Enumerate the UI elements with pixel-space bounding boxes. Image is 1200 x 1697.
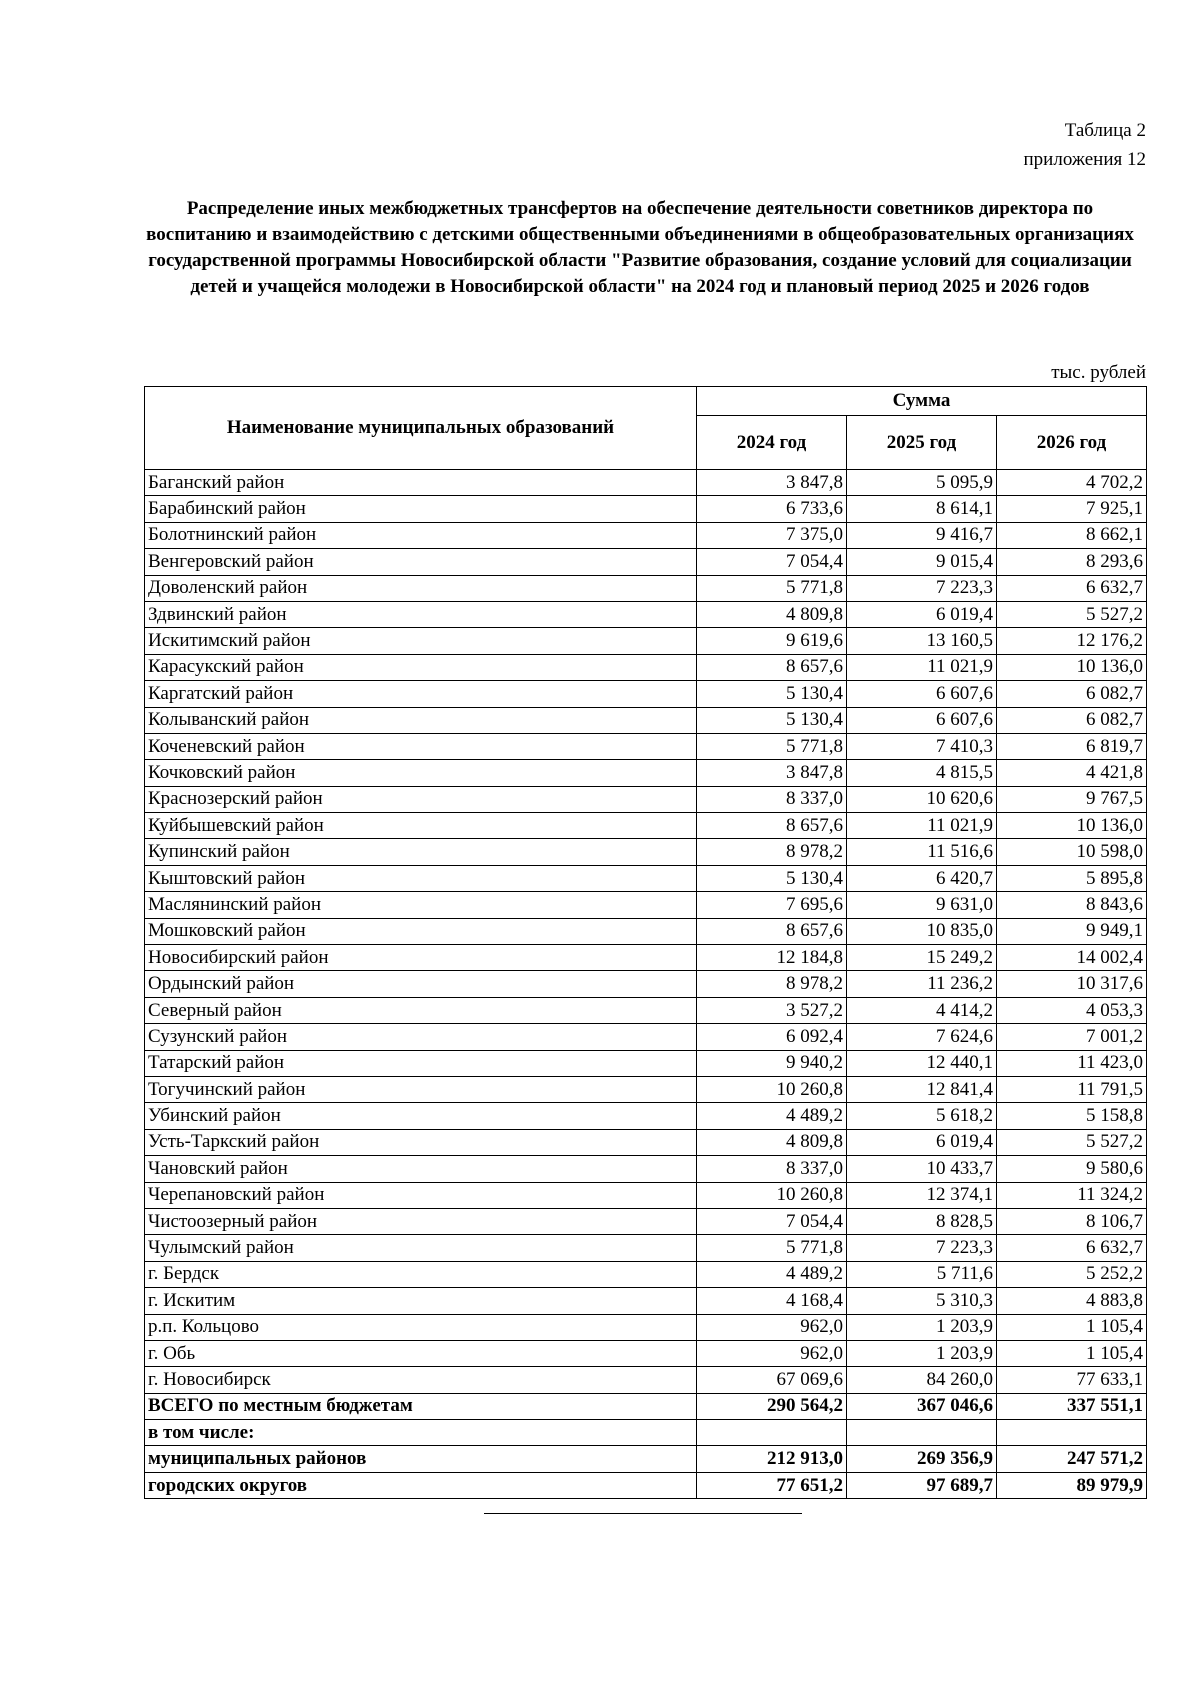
- municipality-name: Куйбышевский район: [145, 813, 697, 839]
- amount-2025: 10 620,6: [847, 786, 997, 812]
- amount-2025: 6 607,6: [847, 707, 997, 733]
- amount-2024: 7 695,6: [697, 892, 847, 918]
- table-row: [145, 918, 1147, 944]
- amount-2026: 4 702,2: [997, 470, 1147, 496]
- amount-2025: 9 631,0: [847, 892, 997, 918]
- amount-2026: 5 252,2: [997, 1261, 1147, 1287]
- table-row: [145, 707, 1147, 733]
- amount-2026: 10 136,0: [997, 813, 1147, 839]
- table-row: [145, 1103, 1147, 1129]
- municipality-name: Баганский район: [145, 470, 697, 496]
- amount-2024: 6 092,4: [697, 1024, 847, 1050]
- municipality-name: Тогучинский район: [145, 1076, 697, 1102]
- municipality-name: Северный район: [145, 997, 697, 1023]
- amount-2024: 12 184,8: [697, 945, 847, 971]
- table-row: [145, 760, 1147, 786]
- header-municipality-name: Наименование муниципальных образований: [145, 387, 697, 470]
- amount-2025: 4 815,5: [847, 760, 997, 786]
- amount-2026: 1 105,4: [997, 1314, 1147, 1340]
- table-row: [145, 865, 1147, 891]
- table-row: [145, 1446, 1147, 1472]
- table-row: [145, 575, 1147, 601]
- table-row: [145, 997, 1147, 1023]
- amount-2025: 11 236,2: [847, 971, 997, 997]
- amount-2025: 97 689,7: [847, 1472, 997, 1498]
- amount-2025: [847, 1420, 997, 1446]
- amount-2025: 5 711,6: [847, 1261, 997, 1287]
- municipality-name: Доволенский район: [145, 575, 697, 601]
- amount-2026: 5 527,2: [997, 601, 1147, 627]
- amount-2026: 4 883,8: [997, 1288, 1147, 1314]
- amount-2024: 962,0: [697, 1340, 847, 1366]
- amount-2025: 10 433,7: [847, 1156, 997, 1182]
- municipality-name: в том числе:: [145, 1420, 697, 1446]
- table-row: [145, 1024, 1147, 1050]
- amount-2024: 3 847,8: [697, 760, 847, 786]
- municipality-name: Искитимский район: [145, 628, 697, 654]
- amount-2026: 7 925,1: [997, 496, 1147, 522]
- amount-2025: 12 841,4: [847, 1076, 997, 1102]
- amount-2024: 8 978,2: [697, 971, 847, 997]
- table-row: [145, 681, 1147, 707]
- table-row: [145, 1050, 1147, 1076]
- amount-2024: 4 489,2: [697, 1261, 847, 1287]
- municipality-name: г. Обь: [145, 1340, 697, 1366]
- municipality-name: Кочковский район: [145, 760, 697, 786]
- amount-2024: 8 657,6: [697, 813, 847, 839]
- amount-2026: 11 791,5: [997, 1076, 1147, 1102]
- municipality-name: Черепановский район: [145, 1182, 697, 1208]
- amount-2026: 6 632,7: [997, 575, 1147, 601]
- municipality-name: Коченевский район: [145, 733, 697, 759]
- amount-2024: 962,0: [697, 1314, 847, 1340]
- amount-2024: 5 771,8: [697, 575, 847, 601]
- amount-2025: 11 516,6: [847, 839, 997, 865]
- amount-2025: 9 416,7: [847, 522, 997, 548]
- table-row: [145, 496, 1147, 522]
- table-row: [145, 628, 1147, 654]
- amount-2025: 7 223,3: [847, 1235, 997, 1261]
- amount-2024: 4 809,8: [697, 601, 847, 627]
- amount-2024: 8 657,6: [697, 654, 847, 680]
- municipality-name: Венгеровский район: [145, 549, 697, 575]
- table-row: [145, 813, 1147, 839]
- amount-2024: 8 657,6: [697, 918, 847, 944]
- table-row: [145, 1129, 1147, 1155]
- municipality-name: Краснозерский район: [145, 786, 697, 812]
- amount-2024: 8 337,0: [697, 786, 847, 812]
- municipality-name: ВСЕГО по местным бюджетам: [145, 1393, 697, 1419]
- header-year-2025: 2025 год: [847, 416, 997, 470]
- table-row: [145, 733, 1147, 759]
- amount-2024: [697, 1420, 847, 1446]
- amount-2026: 247 571,2: [997, 1446, 1147, 1472]
- table-row: [145, 1393, 1147, 1419]
- amount-2024: 67 069,6: [697, 1367, 847, 1393]
- amount-2024: 10 260,8: [697, 1182, 847, 1208]
- amount-2025: 12 440,1: [847, 1050, 997, 1076]
- table-row: [145, 1182, 1147, 1208]
- amount-2024: 5 130,4: [697, 707, 847, 733]
- amount-2026: 6 819,7: [997, 733, 1147, 759]
- municipality-name: Болотнинский район: [145, 522, 697, 548]
- table-row: [145, 1340, 1147, 1366]
- amount-2025: 8 614,1: [847, 496, 997, 522]
- amount-2026: 10 598,0: [997, 839, 1147, 865]
- amount-2025: 6 019,4: [847, 1129, 997, 1155]
- table-row: [145, 601, 1147, 627]
- amount-2026: 6 082,7: [997, 681, 1147, 707]
- amount-2026: 7 001,2: [997, 1024, 1147, 1050]
- amount-2025: 84 260,0: [847, 1367, 997, 1393]
- amount-2026: 9 580,6: [997, 1156, 1147, 1182]
- municipality-name: Мошковский район: [145, 918, 697, 944]
- table-row: [145, 549, 1147, 575]
- amount-2026: 337 551,1: [997, 1393, 1147, 1419]
- municipality-name: Убинский район: [145, 1103, 697, 1129]
- table-reference: [1024, 116, 1146, 174]
- amount-2026: 11 324,2: [997, 1182, 1147, 1208]
- amount-2026: [997, 1420, 1147, 1446]
- municipality-name: Здвинский район: [145, 601, 697, 627]
- table-row: [145, 892, 1147, 918]
- table-row: [145, 1472, 1147, 1498]
- transfers-table: [144, 386, 1147, 1499]
- municipality-name: Чулымский район: [145, 1235, 697, 1261]
- appendix-number: приложения 12: [1023, 149, 1146, 170]
- amount-2025: 5 618,2: [847, 1103, 997, 1129]
- municipality-name: Колыванский район: [145, 707, 697, 733]
- amount-2025: 15 249,2: [847, 945, 997, 971]
- amount-2025: 6 019,4: [847, 601, 997, 627]
- amount-2025: 12 374,1: [847, 1182, 997, 1208]
- amount-2025: 11 021,9: [847, 813, 997, 839]
- amount-2024: 290 564,2: [697, 1393, 847, 1419]
- amount-2025: 11 021,9: [847, 654, 997, 680]
- amount-2025: 269 356,9: [847, 1446, 997, 1472]
- municipality-name: Каргатский район: [145, 681, 697, 707]
- municipality-name: Маслянинский район: [145, 892, 697, 918]
- amount-2024: 10 260,8: [697, 1076, 847, 1102]
- amount-2026: 10 317,6: [997, 971, 1147, 997]
- amount-2026: 8 843,6: [997, 892, 1147, 918]
- amount-2024: 9 940,2: [697, 1050, 847, 1076]
- table-row: [145, 1156, 1147, 1182]
- header-year-2026: 2026 год: [997, 416, 1147, 470]
- municipality-name: Новосибирский район: [145, 945, 697, 971]
- municipality-name: Карасукский район: [145, 654, 697, 680]
- table-row: [145, 1314, 1147, 1340]
- amount-2025: 6 607,6: [847, 681, 997, 707]
- table-row: [145, 1367, 1147, 1393]
- table-number: Таблица 2: [1064, 120, 1146, 141]
- table-row: [145, 1235, 1147, 1261]
- amount-2025: 4 414,2: [847, 997, 997, 1023]
- amount-2025: 5 095,9: [847, 470, 997, 496]
- document-title: Распределение иных межбюджетных трансфертов на обеспечение деятельности советников директора по воспитанию и взаимодействию с детскими общественными объединениями в общеобразовательных организациях государственной программы Новосибирской области "Развитие образования, создание условий для социализации детей и учащейся молодежи в Новосибирской области" на 2024 год и плановый период 2025 и 2026 годов: [146, 198, 1134, 297]
- table-row: [145, 1208, 1147, 1234]
- municipality-name: муниципальных районов: [145, 1446, 697, 1472]
- amount-2024: 3 527,2: [697, 997, 847, 1023]
- table-row: [145, 839, 1147, 865]
- header-sum: Сумма: [697, 387, 1147, 416]
- units-label: тыс. рублей: [1051, 362, 1146, 383]
- amount-2024: 5 130,4: [697, 865, 847, 891]
- amount-2024: 8 337,0: [697, 1156, 847, 1182]
- amount-2024: 5 771,8: [697, 733, 847, 759]
- municipality-name: Татарский район: [145, 1050, 697, 1076]
- table-row: [145, 1076, 1147, 1102]
- amount-2026: 14 002,4: [997, 945, 1147, 971]
- amount-2026: 9 949,1: [997, 918, 1147, 944]
- amount-2025: 13 160,5: [847, 628, 997, 654]
- amount-2024: 5 130,4: [697, 681, 847, 707]
- municipality-name: Купинский район: [145, 839, 697, 865]
- table-row: [145, 470, 1147, 496]
- municipality-name: г. Бердск: [145, 1261, 697, 1287]
- amount-2025: 7 624,6: [847, 1024, 997, 1050]
- amount-2026: 6 082,7: [997, 707, 1147, 733]
- municipality-name: р.п. Кольцово: [145, 1314, 697, 1340]
- amount-2026: 89 979,9: [997, 1472, 1147, 1498]
- amount-2024: 4 809,8: [697, 1129, 847, 1155]
- amount-2026: 8 293,6: [997, 549, 1147, 575]
- table-row: [145, 522, 1147, 548]
- amount-2024: 5 771,8: [697, 1235, 847, 1261]
- amount-2025: 8 828,5: [847, 1208, 997, 1234]
- amount-2025: 367 046,6: [847, 1393, 997, 1419]
- municipality-name: г. Искитим: [145, 1288, 697, 1314]
- municipality-name: городских округов: [145, 1472, 697, 1498]
- amount-2024: 7 054,4: [697, 1208, 847, 1234]
- table-row: [145, 1288, 1147, 1314]
- table-row: [145, 786, 1147, 812]
- table-row: [145, 971, 1147, 997]
- municipality-name: Чановский район: [145, 1156, 697, 1182]
- table-row: [145, 1261, 1147, 1287]
- municipality-name: Кыштовский район: [145, 865, 697, 891]
- municipality-name: Чистоозерный район: [145, 1208, 697, 1234]
- amount-2026: 9 767,5: [997, 786, 1147, 812]
- amount-2024: 7 054,4: [697, 549, 847, 575]
- municipality-name: Усть-Таркский район: [145, 1129, 697, 1155]
- municipality-name: Сузунский район: [145, 1024, 697, 1050]
- amount-2026: 8 106,7: [997, 1208, 1147, 1234]
- table-row: [145, 654, 1147, 680]
- municipality-name: г. Новосибирск: [145, 1367, 697, 1393]
- table-row: [145, 945, 1147, 971]
- municipality-name: Ордынский район: [145, 971, 697, 997]
- table-header: [145, 387, 1147, 470]
- amount-2024: 8 978,2: [697, 839, 847, 865]
- amount-2026: 6 632,7: [997, 1235, 1147, 1261]
- amount-2025: 10 835,0: [847, 918, 997, 944]
- amount-2026: 11 423,0: [997, 1050, 1147, 1076]
- amount-2024: 212 913,0: [697, 1446, 847, 1472]
- amount-2025: 1 203,9: [847, 1314, 997, 1340]
- amount-2026: 4 421,8: [997, 760, 1147, 786]
- amount-2024: 3 847,8: [697, 470, 847, 496]
- amount-2026: 12 176,2: [997, 628, 1147, 654]
- amount-2026: 1 105,4: [997, 1340, 1147, 1366]
- table-row: [145, 1420, 1147, 1446]
- amount-2026: 5 895,8: [997, 865, 1147, 891]
- amount-2024: 4 168,4: [697, 1288, 847, 1314]
- amount-2025: 9 015,4: [847, 549, 997, 575]
- amount-2026: 8 662,1: [997, 522, 1147, 548]
- amount-2024: 7 375,0: [697, 522, 847, 548]
- amount-2025: 7 223,3: [847, 575, 997, 601]
- end-divider: [484, 1513, 802, 1514]
- amount-2026: 10 136,0: [997, 654, 1147, 680]
- amount-2026: 4 053,3: [997, 997, 1147, 1023]
- amount-2024: 4 489,2: [697, 1103, 847, 1129]
- amount-2025: 1 203,9: [847, 1340, 997, 1366]
- amount-2024: 9 619,6: [697, 628, 847, 654]
- table-body: [145, 470, 1147, 1499]
- municipality-name: Барабинский район: [145, 496, 697, 522]
- amount-2025: 5 310,3: [847, 1288, 997, 1314]
- amount-2026: 5 527,2: [997, 1129, 1147, 1155]
- amount-2024: 77 651,2: [697, 1472, 847, 1498]
- header-year-2024: 2024 год: [697, 416, 847, 470]
- amount-2025: 6 420,7: [847, 865, 997, 891]
- amount-2026: 77 633,1: [997, 1367, 1147, 1393]
- amount-2025: 7 410,3: [847, 733, 997, 759]
- amount-2024: 6 733,6: [697, 496, 847, 522]
- amount-2026: 5 158,8: [997, 1103, 1147, 1129]
